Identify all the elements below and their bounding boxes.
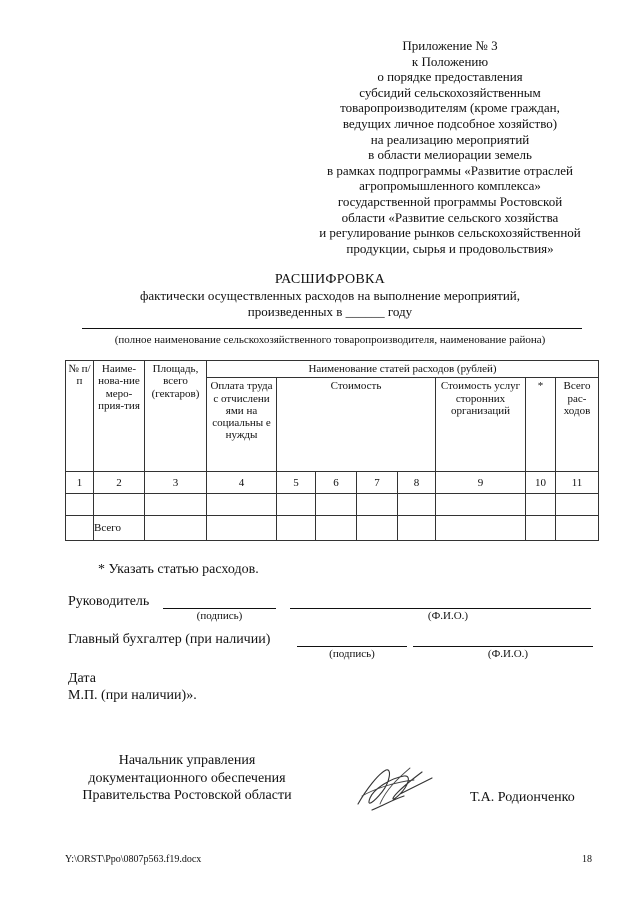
accountant-name-line bbox=[413, 646, 593, 647]
date-label: Дата bbox=[68, 671, 96, 686]
table-cell bbox=[66, 494, 94, 516]
head-label: Руководитель bbox=[68, 594, 150, 609]
appendix-line: к Положению bbox=[411, 53, 489, 69]
column-number-row bbox=[66, 472, 599, 494]
producer-caption: (полное наименование сельскохозяйственного товаропроизводителя, наименование района) bbox=[114, 334, 546, 346]
signatory-title-line: Правительства Ростовской области bbox=[82, 788, 292, 803]
column-number: 7 bbox=[357, 472, 398, 494]
signatory-title-line: Начальник управления bbox=[118, 753, 256, 768]
appendix-line: государственной программы Ростовской bbox=[337, 193, 563, 209]
header-total-expenses: Всего рас-ходов bbox=[556, 378, 599, 472]
head-signature-caption: (подпись) bbox=[196, 610, 243, 622]
appendix-line: в области мелиорации земель bbox=[368, 147, 532, 163]
appendix-line: на реализацию мероприятий bbox=[370, 131, 530, 147]
page-number: 18 bbox=[582, 854, 592, 865]
head-name-caption: (Ф.И.О.) bbox=[427, 610, 469, 622]
column-number: 5 bbox=[277, 472, 316, 494]
table-cell bbox=[145, 516, 207, 541]
column-number: 11 bbox=[556, 472, 599, 494]
handwritten-signature bbox=[352, 760, 438, 816]
accountant-label: Главный бухгалтер (при наличии) bbox=[68, 632, 271, 647]
table-cell bbox=[207, 494, 277, 516]
table-cell bbox=[277, 516, 316, 541]
appendix-line: товаропроизводителям (кроме граждан, bbox=[340, 100, 560, 116]
signatory-title bbox=[62, 752, 312, 805]
producer-name-line bbox=[82, 328, 582, 329]
title-heading: РАСШИФРОВКА bbox=[274, 272, 386, 287]
header-measure-name: Наиме-нова-ние меро-прия-тия bbox=[94, 361, 145, 472]
total-label: Всего bbox=[94, 516, 145, 541]
table-cell bbox=[357, 516, 398, 541]
title-year-line: произведенных в ______ году bbox=[247, 304, 413, 319]
expense-table bbox=[65, 360, 599, 541]
appendix-line: в рамках подпрограммы «Развитие отраслей bbox=[326, 162, 574, 178]
column-number: 2 bbox=[94, 472, 145, 494]
table-cell bbox=[526, 494, 556, 516]
header-expense-items: Наименование статей расходов (рублей) bbox=[207, 361, 599, 378]
appendix-line: агропромышленного комплекса» bbox=[359, 178, 541, 194]
table-cell bbox=[398, 494, 436, 516]
table-cell bbox=[556, 494, 599, 516]
header-third-party-services: Стоимость услуг сторонних организаций bbox=[436, 378, 526, 472]
head-signature-line bbox=[163, 608, 276, 609]
head-name-line bbox=[290, 608, 591, 609]
column-number: 6 bbox=[316, 472, 357, 494]
accountant-signature-line bbox=[297, 646, 407, 647]
header-number: № п/п bbox=[66, 361, 94, 472]
table-cell bbox=[277, 494, 316, 516]
column-number: 8 bbox=[398, 472, 436, 494]
appendix-header bbox=[270, 38, 630, 256]
file-path: Y:\ORST\Ppo\0807p563.f19.docx bbox=[65, 854, 202, 865]
column-number: 4 bbox=[207, 472, 277, 494]
footnote: * Указать статью расходов. bbox=[98, 562, 259, 577]
document-title bbox=[60, 272, 600, 320]
title-subheading: фактически осуществленных расходов на выполнение мероприятий, bbox=[139, 288, 521, 303]
appendix-line: Приложение № 3 bbox=[402, 38, 498, 53]
table-cell bbox=[316, 494, 357, 516]
header-cost: Стоимость bbox=[277, 378, 436, 472]
table-cell bbox=[436, 516, 526, 541]
total-row bbox=[66, 516, 599, 541]
table-cell bbox=[398, 516, 436, 541]
accountant-name-caption: (Ф.И.О.) bbox=[487, 648, 529, 660]
signatory-name: Т.А. Родионченко bbox=[470, 790, 575, 805]
table-cell bbox=[145, 494, 207, 516]
table-cell bbox=[526, 516, 556, 541]
header-area: Площадь, всего (гектаров) bbox=[145, 361, 207, 472]
header-custom-item: * bbox=[526, 378, 556, 472]
signatory-title-line: документационного обеспечения bbox=[88, 770, 286, 786]
appendix-line: области «Развитие сельского хозяйства bbox=[341, 209, 559, 225]
header-wages: Оплата труда с отчислени ями на социальны е нужды bbox=[207, 378, 277, 472]
table-cell bbox=[357, 494, 398, 516]
table-cell bbox=[94, 494, 145, 516]
column-number: 1 bbox=[66, 472, 94, 494]
appendix-line: и регулирование рынков сельскохозяйственной bbox=[319, 225, 581, 241]
table-row bbox=[66, 494, 599, 516]
table-cell bbox=[66, 516, 94, 541]
table-cell bbox=[556, 516, 599, 541]
appendix-line: о порядке предоставления bbox=[377, 69, 523, 85]
appendix-line: субсидий сельскохозяйственным bbox=[359, 84, 541, 100]
column-number: 9 bbox=[436, 472, 526, 494]
column-number: 3 bbox=[145, 472, 207, 494]
table-cell bbox=[207, 516, 277, 541]
column-number: 10 bbox=[526, 472, 556, 494]
appendix-line: ведущих личное подсобное хозяйство) bbox=[342, 115, 558, 131]
accountant-signature-caption: (подпись) bbox=[329, 648, 375, 660]
table-cell bbox=[436, 494, 526, 516]
seal-label: М.П. (при наличии)». bbox=[68, 688, 197, 703]
appendix-line: продукции, сырья и продовольствия» bbox=[346, 240, 554, 256]
table-cell bbox=[316, 516, 357, 541]
